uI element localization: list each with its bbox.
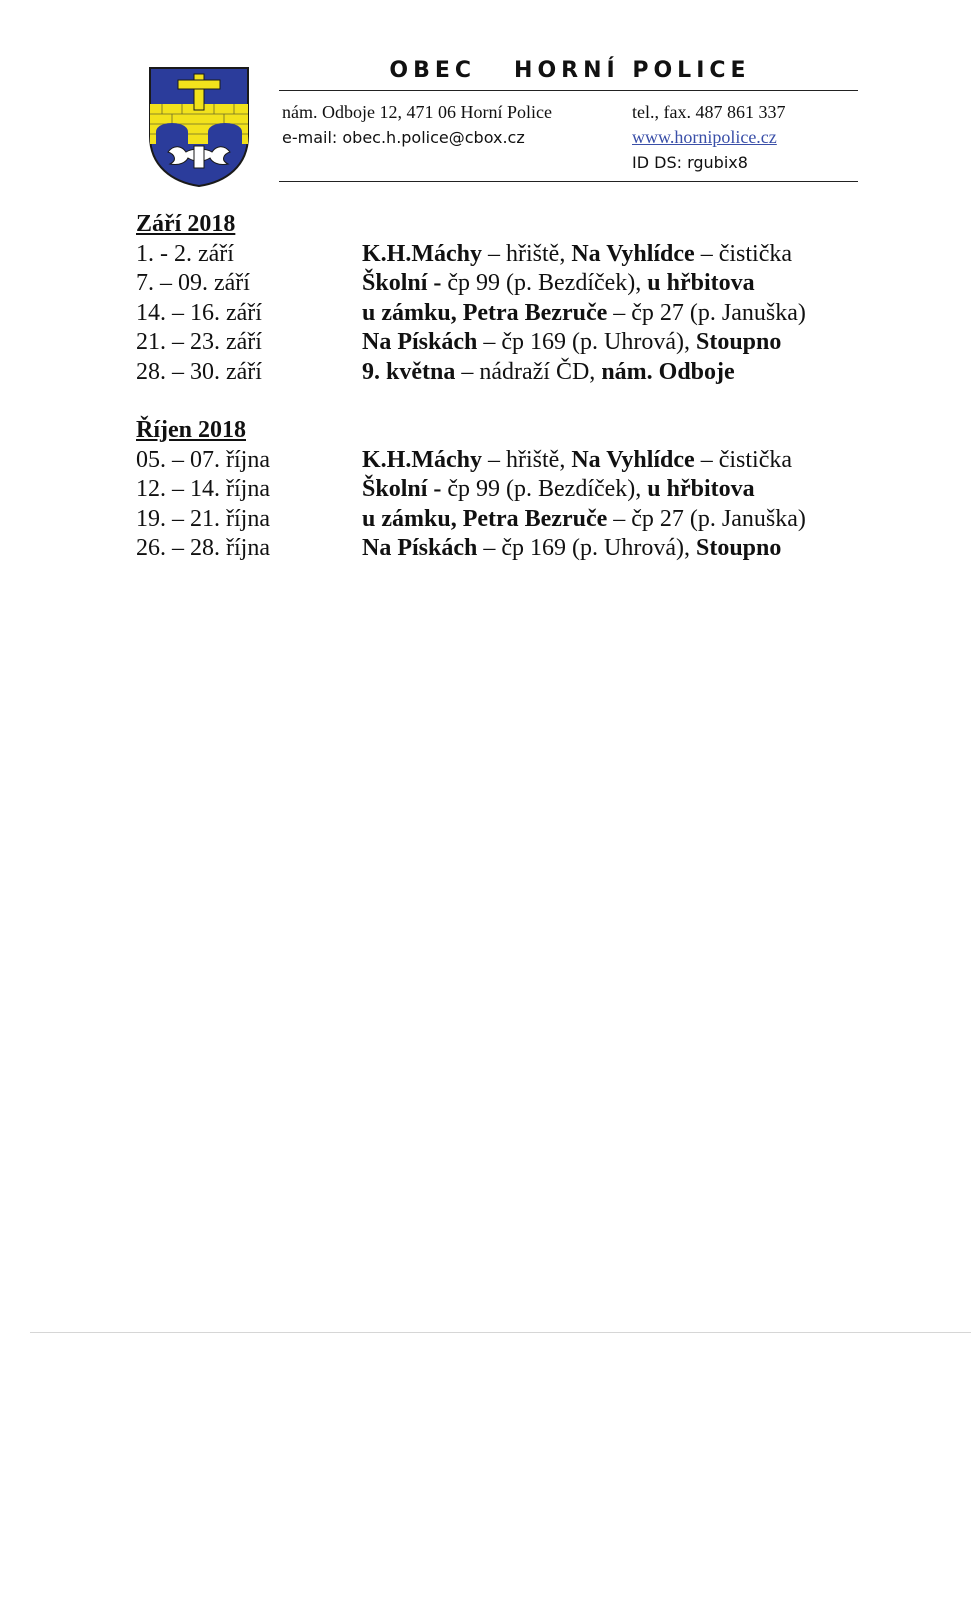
location-text: – čp 27 (p. Januška) — [607, 299, 806, 326]
phone-fax: tel., fax. 487 861 337 — [632, 102, 786, 122]
collection-location — [362, 475, 755, 505]
schedule-september — [136, 210, 806, 387]
municipality-name: OBEC HORNÍ POLICE — [389, 58, 751, 83]
email-address: e-mail: obec.h.police@cbox.cz — [282, 128, 525, 147]
location-text: nám. Odboje — [601, 358, 735, 385]
schedule-row — [136, 299, 806, 329]
contact-right — [632, 100, 785, 175]
location-text: K.H.Máchy — [362, 240, 482, 267]
location-text: Na Pískách — [362, 329, 478, 355]
header-rule-top — [279, 90, 858, 91]
collection-date: 28. – 30. září — [136, 358, 262, 385]
schedule-row — [136, 534, 806, 564]
location-text: – čp 169 (p. Uhrová), — [477, 329, 696, 355]
collection-date: 19. – 21. října — [136, 505, 270, 532]
collection-date: 26. – 28. října — [136, 535, 270, 561]
location-text: Stoupno — [695, 329, 782, 355]
data-box-id: ID DS: rgubix8 — [632, 153, 748, 172]
location-text: – hřiště, — [482, 446, 572, 473]
location-text: Na Pískách — [362, 535, 478, 561]
month-heading: Září 2018 — [136, 211, 236, 237]
schedule-october — [136, 416, 806, 564]
location-text: u zámku, Petra Bezruče — [362, 505, 608, 532]
schedule-row — [136, 240, 806, 270]
location-text: Stoupno — [695, 535, 782, 561]
contact-left — [282, 100, 552, 150]
scan-edge-line — [30, 1332, 971, 1333]
website-link[interactable]: www.hornipolice.cz — [632, 127, 777, 147]
schedule-row — [136, 269, 806, 299]
location-text: – čistička — [694, 446, 793, 473]
location-text: u hřbitova — [647, 476, 755, 502]
location-text: – čp 27 (p. Januška) — [607, 505, 806, 532]
schedule-row — [136, 505, 806, 535]
schedule-rows — [136, 446, 806, 564]
collection-date: 12. – 14. října — [136, 476, 270, 502]
location-text: u hřbitova — [647, 270, 755, 296]
postal-address: nám. Odboje 12, 471 06 Horní Police — [282, 102, 552, 122]
header-rule-bottom — [279, 181, 858, 182]
location-text: K.H.Máchy — [362, 446, 482, 473]
location-text: – hřiště, — [482, 240, 572, 267]
schedule-row — [136, 475, 806, 505]
collection-location — [362, 446, 792, 476]
location-text: Školní - — [362, 476, 448, 502]
location-text: 9. května — [362, 358, 456, 385]
collection-date: 05. – 07. října — [136, 446, 270, 473]
schedule-row — [136, 446, 806, 476]
collection-date: 14. – 16. září — [136, 299, 262, 326]
collection-date: 7. – 09. září — [136, 270, 250, 296]
schedule-row — [136, 328, 806, 358]
collection-location — [362, 534, 781, 564]
location-text: Na Vyhlídce — [571, 446, 695, 473]
collection-date: 1. - 2. září — [136, 240, 234, 267]
location-text: Na Vyhlídce — [571, 240, 695, 267]
location-text: Školní - — [362, 270, 448, 296]
schedule-rows — [136, 240, 806, 388]
location-text: u zámku, Petra Bezruče — [362, 299, 608, 326]
location-text: čp 99 (p. Bezdíček), — [447, 270, 648, 296]
month-heading: Říjen 2018 — [136, 417, 246, 443]
collection-location — [362, 269, 755, 299]
location-text: – nádraží ČD, — [455, 358, 602, 385]
collection-location — [362, 299, 806, 329]
location-text: – čistička — [694, 240, 793, 267]
collection-date: 21. – 23. září — [136, 329, 262, 355]
municipal-coat-of-arms — [148, 66, 250, 188]
collection-location — [362, 505, 806, 535]
location-text: – čp 169 (p. Uhrová), — [477, 535, 696, 561]
collection-location — [362, 328, 781, 358]
collection-location — [362, 358, 735, 388]
schedule-row — [136, 358, 806, 388]
location-text: čp 99 (p. Bezdíček), — [447, 476, 648, 502]
collection-location — [362, 240, 792, 270]
